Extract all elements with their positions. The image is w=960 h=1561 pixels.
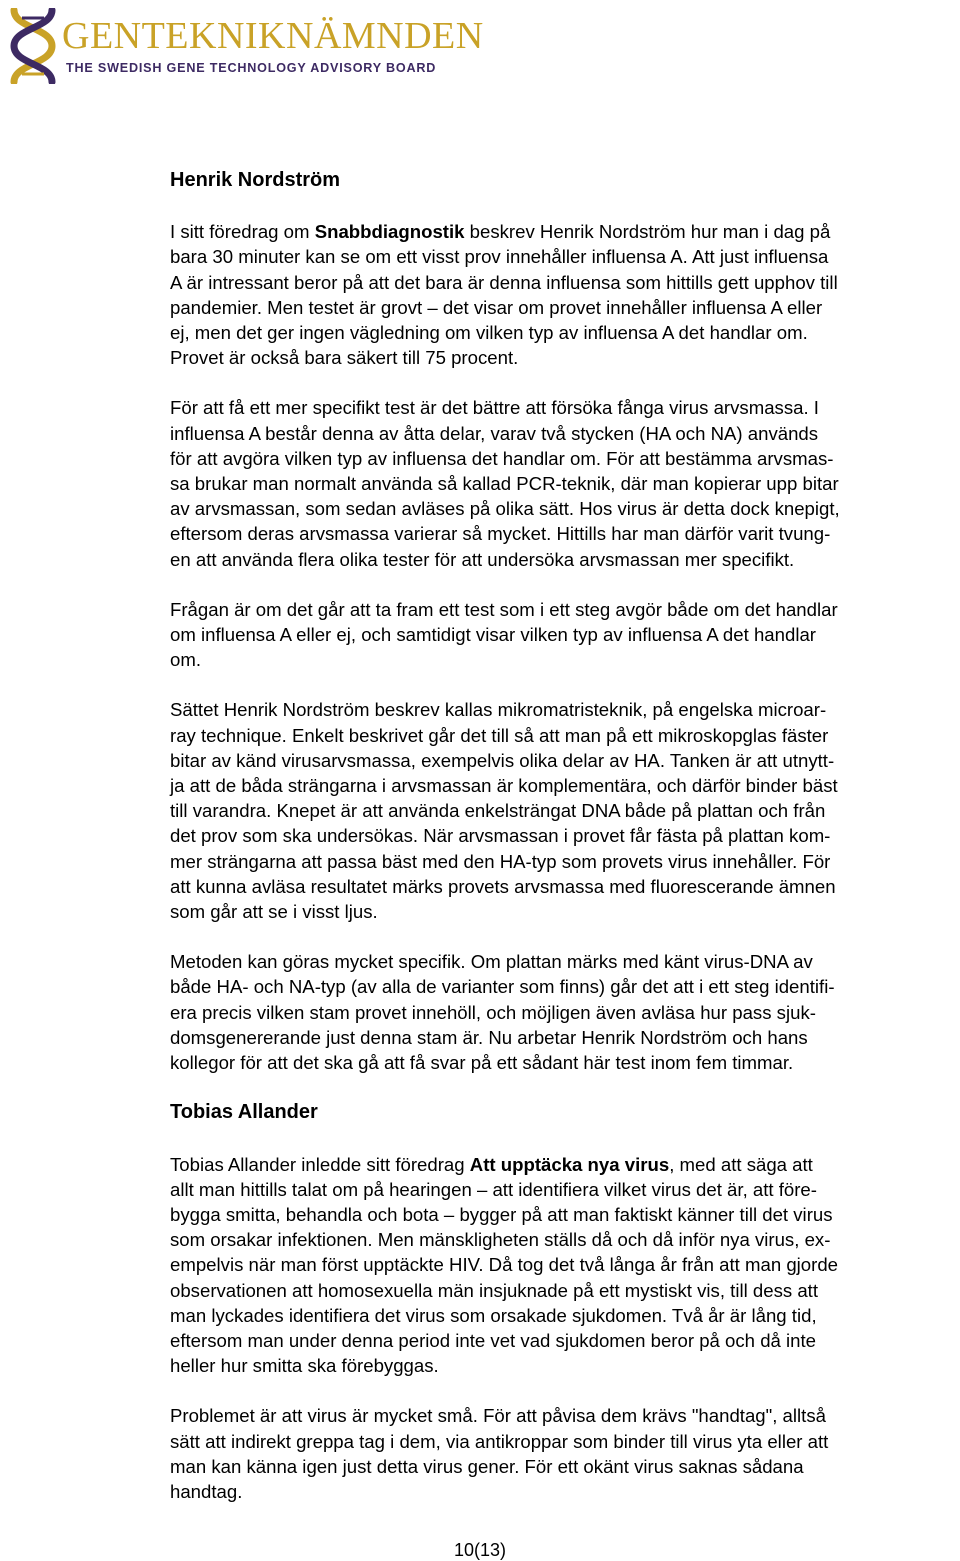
text-line <box>170 446 960 471</box>
text-segment: För att få ett mer specifikt test är det bättre att försöka fånga virus arvsmassa. I <box>170 397 819 419</box>
text-line <box>170 1000 960 1025</box>
text-line <box>170 697 960 722</box>
text-line <box>170 1429 960 1454</box>
text-segment: beskrev Henrik Nordström hur man i dag på <box>464 221 831 243</box>
text-segment: ja att de båda strängarna i arvsmassan är komplementära, och därför binder bäst <box>170 775 838 797</box>
text-line <box>170 521 960 546</box>
text-line <box>170 1050 960 1075</box>
logo-subtitle: THE SWEDISH GENE TECHNOLOGY ADVISORY BOARD <box>66 61 437 75</box>
paragraph <box>170 219 960 370</box>
text-segment: allt man hittills talat om på hearingen – att identifiera vilket virus det är, att före- <box>170 1178 817 1200</box>
text-segment: Frågan är om det går att ta fram ett test som i ett steg avgör både om det handlar <box>170 598 838 620</box>
spacer <box>170 1075 960 1100</box>
text-line <box>170 295 960 320</box>
section-heading: Tobias Allander <box>170 1101 318 1124</box>
text-segment: för att avgöra vilken typ av influensa det handlar om. För att bestämma arvsmas- <box>170 447 834 469</box>
text-segment: man lyckades identifiera det virus som orsakade sjukdomen. Två år är lång tid, <box>170 1304 817 1326</box>
text-segment: observationen att homosexuella män insjuknade på ett mystiskt vis, till dess att <box>170 1279 819 1301</box>
section-heading: Henrik Nordström <box>170 169 341 191</box>
paragraph <box>170 395 960 571</box>
logo <box>0 0 484 88</box>
text-segment: bara 30 minuter kan se om ett visst prov innehåller influensa A. Att just influensa <box>170 246 829 268</box>
text-segment: domsgenererande just denna stam är. Nu arbetar Henrik Nordström och hans <box>170 1026 808 1048</box>
text-segment: Tobias Allander inledde sitt föredrag <box>170 1153 470 1175</box>
dna-helix-icon <box>6 8 60 84</box>
text-line <box>170 244 960 269</box>
text-segment: Metoden kan göras mycket specifik. Om plattan märks med känt virus-DNA av <box>170 951 813 973</box>
text-line <box>170 395 960 420</box>
text-segment: Provet är också bara säkert till 75 procent. <box>170 347 519 369</box>
text-line <box>170 974 960 999</box>
text-line <box>170 798 960 823</box>
text-segment: Sättet Henrik Nordström beskrev kallas mikromatristeknik, på engelska microar- <box>170 699 827 721</box>
bold-title-text: Att upptäcka nya virus <box>469 1153 670 1175</box>
paragraph <box>170 1403 960 1504</box>
text-segment: eftersom deras arvsmassa varierar så mycket. Hittills har man därför varit tvung- <box>170 523 831 545</box>
text-segment: heller hur smitta ska förebyggas. <box>170 1355 439 1377</box>
text-segment: era precis vilken stam provet innehöll, och möjligen även avläsa hur pass sjuk- <box>170 1001 816 1023</box>
spacer <box>170 193 960 219</box>
text-segment: av arvsmassan, som sedan avläses på olika sätt. Hos virus är detta dock knepigt, <box>170 498 840 520</box>
text-line <box>170 823 960 848</box>
text-line <box>170 320 960 345</box>
text-line <box>170 219 960 244</box>
text-line <box>170 723 960 748</box>
text-segment: att kunna avläsa resultatet märks provets arvsmassa med fluorescerande ämnen <box>170 875 836 897</box>
text-segment: A är intressant beror på att det bara är denna influensa som hittills gett upphov till <box>170 271 838 293</box>
text-line <box>170 496 960 521</box>
text-line <box>170 345 960 370</box>
text-segment: Problemet är att virus är mycket små. För att påvisa dem krävs "handtag", alltså <box>170 1405 826 1427</box>
text-line <box>170 1152 960 1177</box>
text-line <box>170 622 960 647</box>
text-segment: som orsakar infektionen. Men mänskligheten ställs då och då inför nya virus, ex- <box>170 1229 831 1251</box>
text-line <box>170 1025 960 1050</box>
text-segment: , med att säga att <box>669 1153 813 1175</box>
text-segment: en att använda flera olika tester för att undersöka arvsmassan mer specifikt. <box>170 548 795 570</box>
paragraph <box>170 597 960 673</box>
text-segment: kollegor för att det ska gå att få svar på ett sådant här test inom fem timmar. <box>170 1052 794 1074</box>
text-line <box>170 1202 960 1227</box>
text-segment: mer strängarna att passa bäst med den HA-typ som provets virus innehåller. För <box>170 850 831 872</box>
bold-title-text: Snabbdiagnostik <box>314 221 465 243</box>
text-line <box>170 1227 960 1252</box>
text-segment: man kan känna igen just detta virus gener. För ett okänt virus saknas sådana <box>170 1455 804 1477</box>
text-line <box>170 1479 960 1504</box>
text-segment: bygga smitta, behandla och bota – bygger på att man faktiskt känner till det virus <box>170 1203 833 1225</box>
text-segment: handtag. <box>170 1480 243 1502</box>
text-line <box>170 849 960 874</box>
text-segment: pandemier. Men testet är grovt – det visar om provet innehåller influensa A eller <box>170 296 823 318</box>
paragraph <box>170 949 960 1075</box>
text-line <box>170 874 960 899</box>
text-line <box>170 421 960 446</box>
text-segment: om. <box>170 649 201 671</box>
text-line <box>170 1353 960 1378</box>
page-number: 10(13) <box>453 1540 507 1560</box>
text-segment: om influensa A eller ej, och samtidigt visar vilken typ av influensa A det handlar <box>170 624 816 646</box>
text-segment: ray technique. Enkelt beskrivet går det till så att man på ett mikroskopglas fäster <box>170 724 829 746</box>
spacer <box>170 924 960 949</box>
paragraph <box>170 1152 960 1379</box>
text-segment: både HA- och NA-typ (av alla de varianter som finns) går det att i ett steg identifi- <box>170 976 835 998</box>
text-line <box>170 270 960 295</box>
text-segment: sa brukar man normalt använda så kallad PCR-teknik, där man kopierar upp bitar <box>170 473 839 495</box>
spacer <box>170 572 960 597</box>
paragraph <box>170 697 960 924</box>
text-line <box>170 1328 960 1353</box>
text-line <box>170 748 960 773</box>
text-segment: influensa A består denna av åtta delar, varav två stycken (HA och NA) används <box>170 422 819 444</box>
document-body <box>170 168 960 1504</box>
text-line <box>170 597 960 622</box>
text-line <box>170 1303 960 1328</box>
logo-name: GENTEKNIKNÄMNDEN <box>62 15 484 57</box>
spacer <box>170 672 960 697</box>
text-line <box>170 471 960 496</box>
text-line <box>170 1252 960 1277</box>
text-segment: det prov som ska undersökas. När arvsmassan i provet får fästa på plattan kom- <box>170 825 831 847</box>
text-line <box>170 647 960 672</box>
text-segment: som går att se i visst ljus. <box>170 901 378 923</box>
text-segment: I sitt föredrag om <box>170 221 315 243</box>
text-line <box>170 547 960 572</box>
text-line <box>170 1278 960 1303</box>
text-segment: till varandra. Knepet är att använda enkelsträngat DNA både på plattan och från <box>170 800 826 822</box>
spacer <box>170 370 960 395</box>
text-line <box>170 1403 960 1428</box>
text-line <box>170 773 960 798</box>
text-segment: bitar av känd virusarvsmassa, exempelvis olika delar av HA. Tanken är att utnytt- <box>170 749 835 771</box>
text-segment: ej, men det ger ingen vägledning om vilken typ av influensa A det handlar om. <box>170 322 808 344</box>
text-segment: empelvis när man först upptäckte HIV. Då tog det två långa år från att man gjorde <box>170 1254 839 1276</box>
spacer <box>170 1126 960 1152</box>
spacer <box>170 1378 960 1403</box>
text-segment: eftersom man under denna period inte vet vad sjukdomen beror på och då inte <box>170 1329 817 1351</box>
text-line <box>170 899 960 924</box>
text-line <box>170 949 960 974</box>
text-segment: sätt att indirekt greppa tag i dem, via antikroppar som binder till virus yta eller att <box>170 1430 829 1452</box>
text-line <box>170 1177 960 1202</box>
text-line <box>170 1454 960 1479</box>
